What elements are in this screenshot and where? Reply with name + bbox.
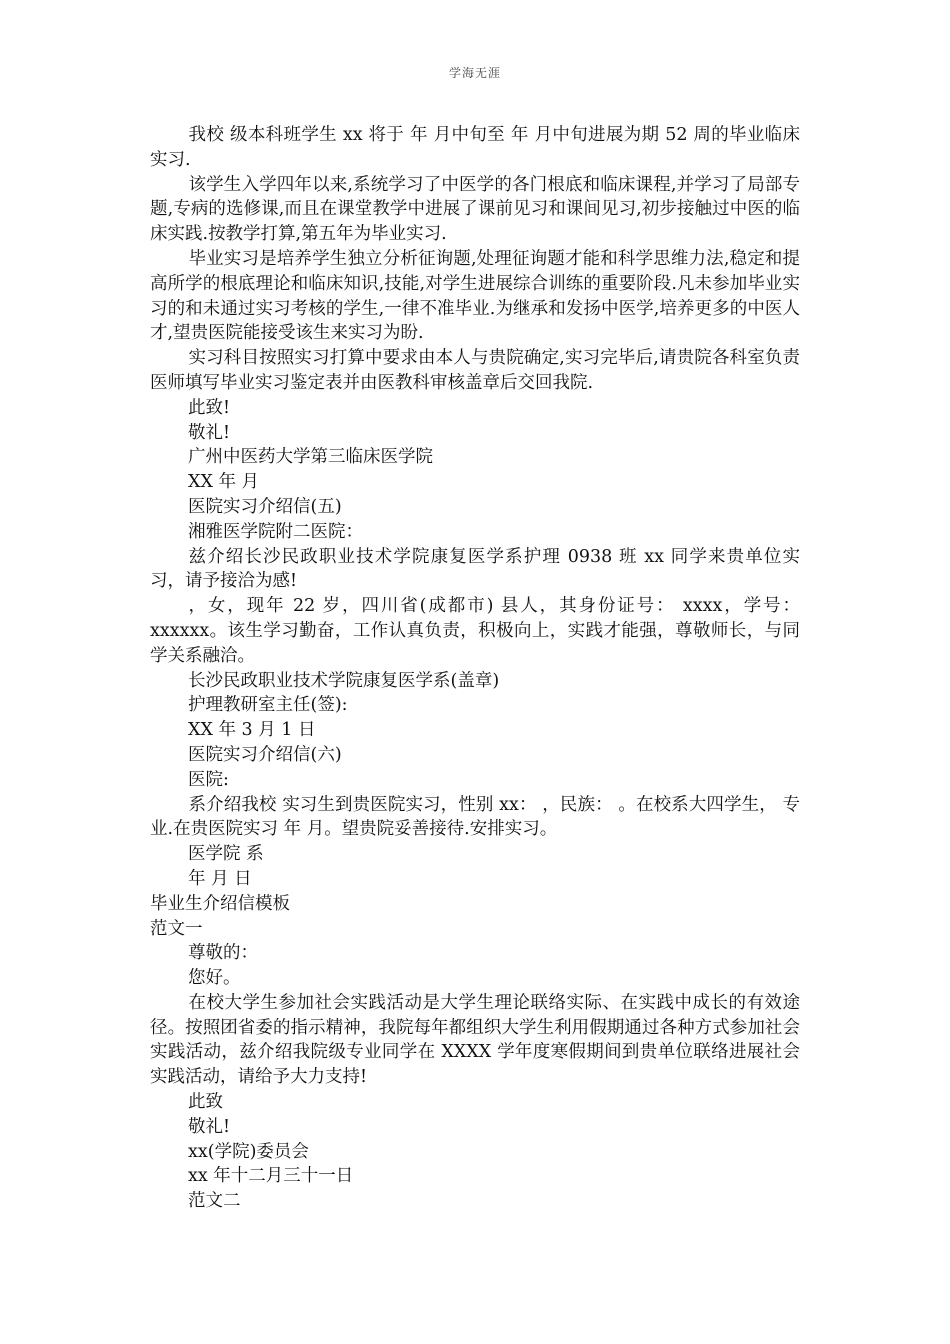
- paragraph: 系介绍我校 实习生到贵医院实习，性别 xx： ，民族： 。在校系大四学生， 专业.在贵医院实习 年 月。望贵院妥善接待.安排实习。: [150, 794, 800, 840]
- date-line: XX 年 3 月 1 日: [188, 720, 316, 741]
- closing-line: 此致!: [188, 397, 231, 418]
- date-line: xx 年十二月三十一日: [188, 1166, 354, 1187]
- salutation-line: 敬礼!: [188, 1116, 231, 1137]
- paragraph: 该学生入学四年以来,系统学习了中医学的各门根底和临床课程,并学习了局部专题,专病的选修课,而且在课堂教学中进展了课前见习和课间见习,初步接触过中医的临床实践.按教学打算,第五年为毕业实习.: [150, 174, 800, 245]
- date-line: 年 月 日: [188, 868, 252, 889]
- date-line: XX 年 月: [188, 472, 260, 493]
- paragraph: 我校 级本科班学生 xx 将于 年 月中旬至 年 月中旬进展为期 52 周的毕业临床实习.: [150, 125, 800, 170]
- signature-line: xx(学院)委员会: [188, 1141, 309, 1162]
- document-body: [150, 123, 800, 1214]
- section-heading: 毕业生介绍信模板: [150, 893, 290, 914]
- recipient-line: 尊敬的：: [188, 943, 258, 964]
- section-title: 范文二: [188, 1191, 241, 1212]
- signature-line: 护理教研室主任(签):: [188, 695, 348, 716]
- section-title: 医院实习介绍信(五): [188, 496, 342, 517]
- signature-line: 广州中医药大学第三临床医学院: [188, 447, 433, 468]
- paragraph: 在校大学生参加社会实践活动是大学生理论联络实际、在实践中成长的有效途径。按照团省委的指示精神，我院每年都组织大学生利用假期通过各种方式参加社会实践活动，兹介绍我院级专业同学在 XXXX 学年度寒假期间到贵单位联络进展社会实践活动，请给予大力支持!: [150, 992, 800, 1088]
- paragraph: ，女，现年 22 岁，四川省(成都市) 县人，其身份证号： xxxx，学号：xxxxxx。该生学习勤奋，工作认真负责，积极向上，实践才能强，尊敬师长，与同学关系融洽。: [150, 596, 800, 666]
- closing-line: 此致: [188, 1092, 223, 1113]
- paragraph: 毕业实习是培养学生独立分析征询题,处理征询题才能和科学思维力法,稳定和提高所学的根底理论和临床知识,技能,对学生进展综合训练的重要阶段.凡未参加毕业实习的和未通过实习考核的学生,一律不准毕业.为继承和发扬中医学,培养更多的中医人才,望贵医院能接受该生来实习为盼.: [150, 248, 800, 344]
- signature-line: 医学院 系: [188, 844, 264, 865]
- salutation-line: 敬礼!: [188, 422, 231, 443]
- paragraph: 实习科目按照实习打算中要求由本人与贵院确定,实习完毕后,请贵院各科室负责医师填写毕业实习鉴定表并由医教科审核盖章后交回我院.: [150, 348, 800, 393]
- greeting-line: 您好。: [188, 968, 241, 989]
- recipient-line: 医院:: [188, 769, 229, 790]
- recipient-line: 湘雅医学院附二医院：: [188, 521, 363, 542]
- section-heading: 范文一: [150, 918, 203, 939]
- section-title: 医院实习介绍信(六): [188, 744, 342, 765]
- signature-line: 长沙民政职业技术学院康复医学系(盖章): [188, 670, 500, 691]
- page-header: 学海无涯: [448, 66, 501, 80]
- paragraph: 兹介绍长沙民政职业技术学院康复医学系护理 0938 班 xx 同学来贵单位实习，请予接洽为感!: [150, 546, 800, 592]
